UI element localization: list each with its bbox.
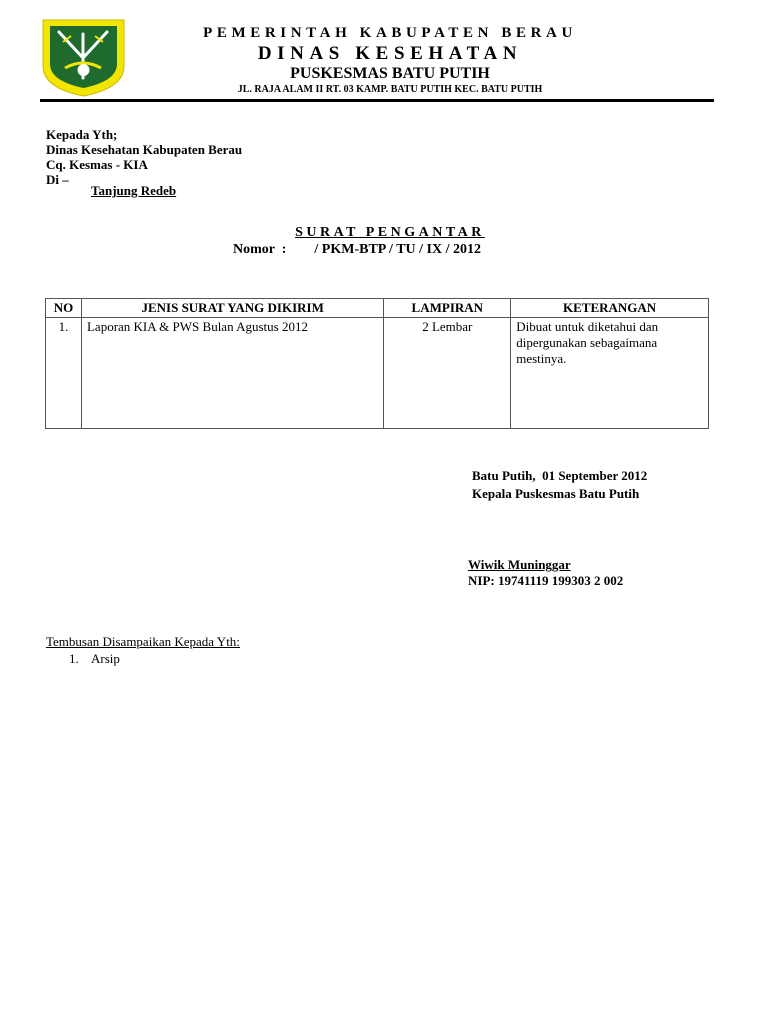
signer-block [468, 557, 623, 589]
col-header-lampiran: LAMPIRAN [384, 299, 511, 318]
header-divider [40, 99, 714, 102]
cell-no: 1. [46, 318, 82, 429]
col-header-no: NO [46, 299, 82, 318]
header-address: JL. RAJA ALAM II RT. 03 KAMP. BATU PUTIH KEC. BATU PUTIH [237, 84, 543, 95]
tembusan-item: 1. Arsip [69, 651, 120, 666]
signer-name: Wiwik Muninggar [468, 557, 571, 572]
signature-position: Kepala Puskesmas Batu Putih [472, 486, 640, 501]
signer-nip: NIP: 19741119 199303 2 002 [468, 573, 624, 588]
letter-number: Nomor : / PKM-BTP / TU / IX / 2012 [233, 242, 481, 257]
header-government: PEMERINTAH KABUPATEN BERAU [203, 25, 577, 41]
table-header-row [46, 299, 709, 318]
recipient-city: Tanjung Redeb [91, 183, 177, 198]
col-header-jenis: JENIS SURAT YANG DIKIRIM [81, 299, 383, 318]
letter-title: SURAT PENGANTAR [295, 225, 485, 240]
cell-jenis: Laporan KIA & PWS Bulan Agustus 2012 [81, 318, 383, 429]
recipient-line: Di – [46, 172, 69, 187]
cell-keterangan: Dibuat untuk diketahui dan dipergunakan sebagaimana mestinya. [511, 318, 709, 429]
table-row [46, 318, 709, 429]
tembusan-title: Tembusan Disampaikan Kepada Yth: [46, 634, 240, 649]
recipient-line: Cq. Kesmas - KIA [46, 157, 148, 172]
document-table [45, 298, 709, 429]
header-puskesmas: PUSKESMAS BATU PUTIH [290, 65, 490, 82]
col-header-keterangan: KETERANGAN [511, 299, 709, 318]
header-department: DINAS KESEHATAN [257, 43, 523, 64]
signature-block [472, 467, 647, 503]
recipient-line: Dinas Kesehatan Kabupaten Berau [46, 142, 243, 157]
signature-place-date: Batu Putih, 01 September 2012 [472, 468, 648, 483]
tembusan-block [46, 634, 240, 650]
regency-logo [41, 18, 126, 98]
recipient-block [46, 127, 242, 187]
recipient-line: Kepada Yth; [46, 127, 118, 142]
cell-lampiran: 2 Lembar [384, 318, 511, 429]
